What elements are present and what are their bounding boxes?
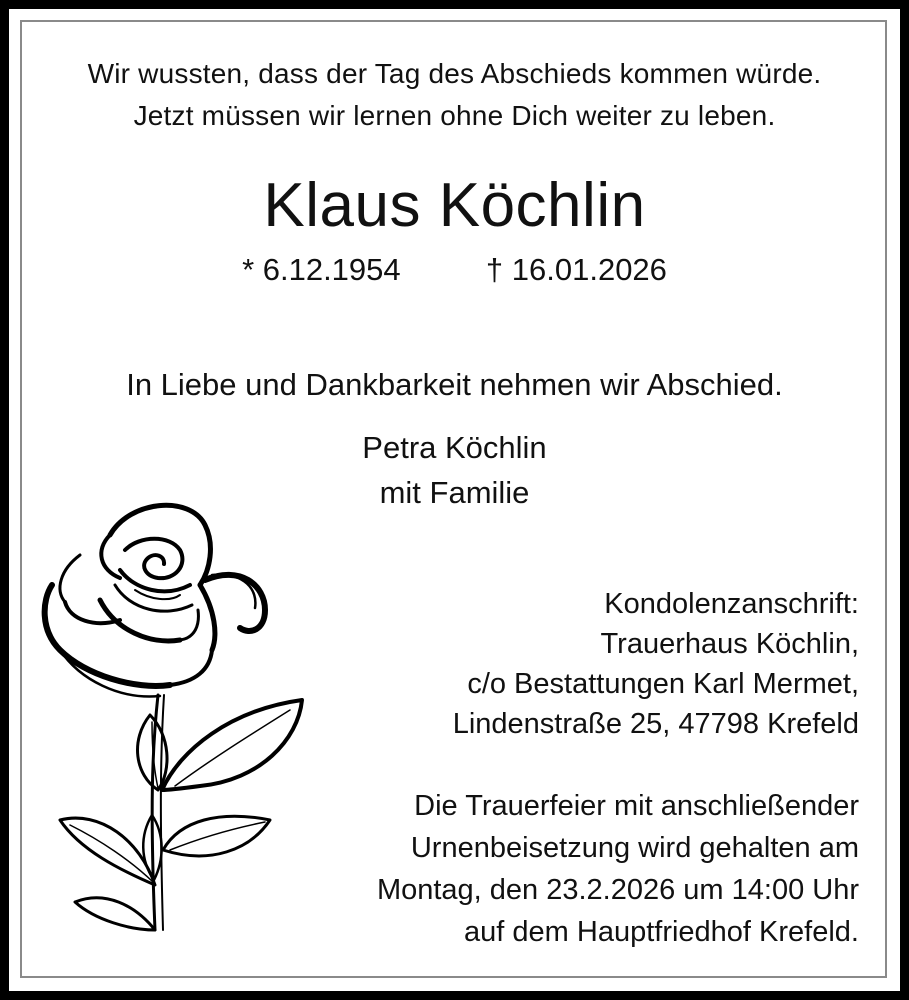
- birth-date: * 6.12.1954: [242, 252, 401, 287]
- motto-line-1: Wir wussten, dass der Tag des Abschieds kommen würde.: [87, 58, 822, 89]
- condolence-line-1: Trauerhaus Köchlin,: [600, 628, 859, 660]
- life-dates: [0, 252, 909, 288]
- rose-icon: [40, 490, 320, 950]
- ceremony-line-3: Montag, den 23.2.2026 um 14:00 Uhr: [376, 874, 859, 906]
- condolence-line-2: c/o Bestattungen Karl Mermet,: [467, 668, 859, 700]
- ceremony-line-2: Urnenbeisetzung wird gehalten am: [410, 832, 859, 864]
- condolence-line-3: Lindenstraße 25, 47798 Krefeld: [452, 708, 859, 740]
- ceremony-line-4: auf dem Hauptfriedhof Krefeld.: [464, 916, 859, 948]
- ceremony-line-1: Die Trauerfeier mit anschließender: [414, 790, 859, 822]
- farewell-text: In Liebe und Dankbarkeit nehmen wir Abschied.: [126, 367, 783, 402]
- mourner-name: Petra Köchlin: [362, 430, 547, 465]
- motto-line-2: Jetzt müssen wir lernen ohne Dich weiter zu leben.: [133, 100, 776, 131]
- mourner-family: mit Familie: [379, 475, 530, 510]
- condolence-heading: Kondolenzanschrift:: [604, 588, 859, 620]
- deceased-name: Klaus Köchlin: [263, 171, 646, 240]
- death-date: † 16.01.2026: [485, 252, 667, 287]
